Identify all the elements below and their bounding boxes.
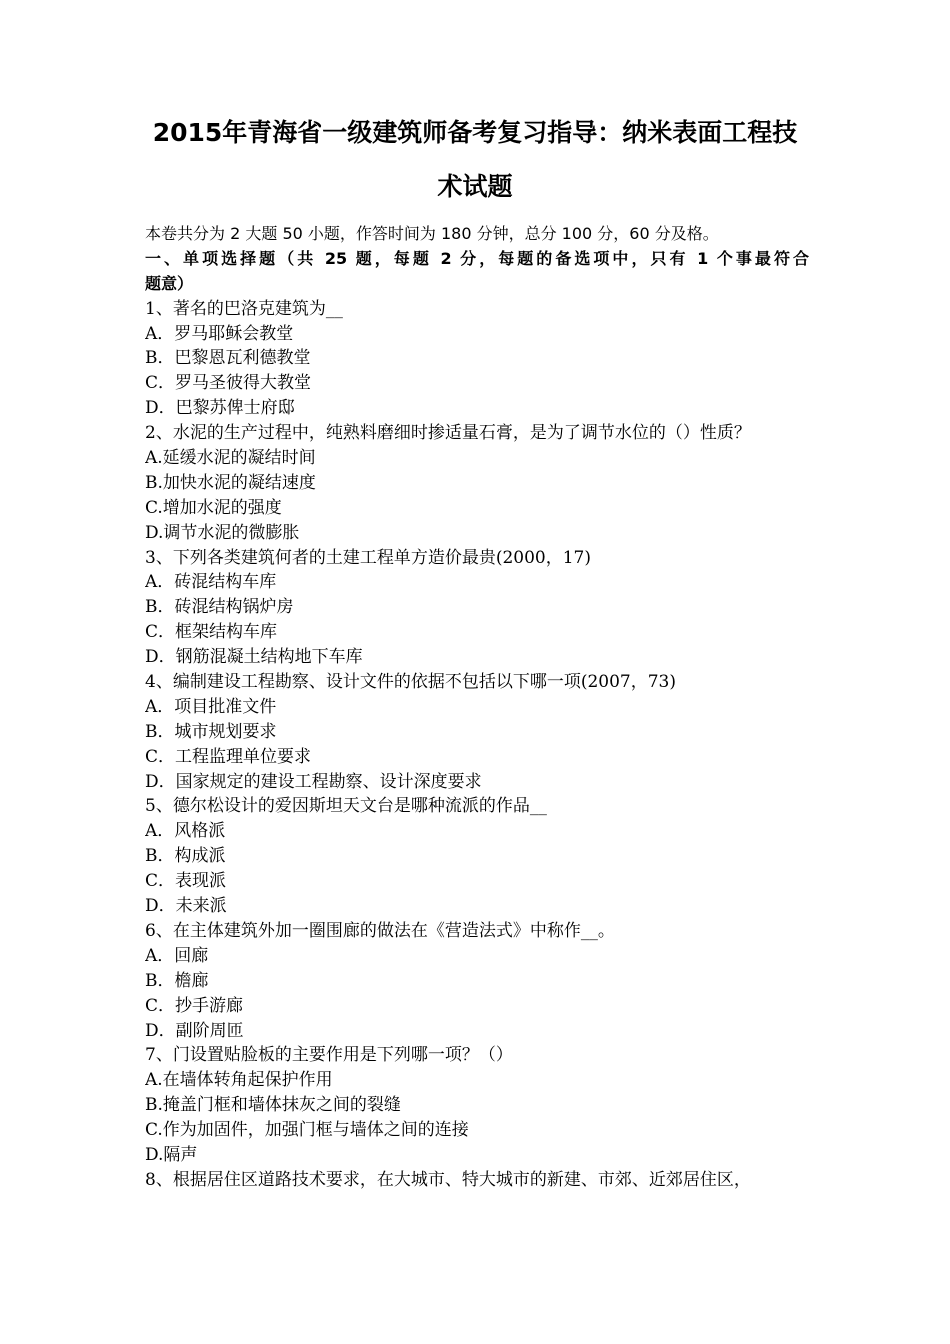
question-option: B．砖混结构锅炉房 [145, 597, 294, 618]
question-option: B．巴黎恩瓦利德教堂 [145, 348, 311, 369]
question-option: D.调节水泥的微膨胀 [145, 522, 300, 543]
question-option: B.加快水泥的凝结速度 [145, 472, 316, 493]
document-title-line-2: 术试题 [437, 172, 513, 201]
question-option: A．罗马耶稣会教堂 [145, 323, 294, 344]
question-stem: 3、下列各类建筑何者的土建工程单方造价最贵(2000，17) [145, 547, 591, 568]
question-option: A．项目批准文件 [145, 696, 277, 717]
question-option: D.隔声 [145, 1144, 198, 1165]
question-stem: 5、德尔松设计的爱因斯坦天文台是哪种流派的作品__ [145, 796, 547, 817]
question-option: C.作为加固件，加强门框与墙体之间的连接 [145, 1120, 469, 1141]
document-body [145, 222, 815, 1193]
question-option: B．城市规划要求 [145, 721, 277, 742]
question-option: D．副阶周匝 [145, 1020, 244, 1041]
exam-instructions: 本卷共分为 2 大题 50 小题，作答时间为 180 分钟，总分 100 分，60 分及格。 [145, 224, 719, 243]
question-option: C.增加水泥的强度 [145, 497, 282, 518]
question-stem: 1、著名的巴洛克建筑为__ [145, 298, 343, 319]
question-option: B．构成派 [145, 846, 226, 867]
question-option: C．框架结构车库 [145, 622, 278, 643]
document-title-line-1: 2015年青海省一级建筑师备考复习指导：纳米表面工程技 [152, 118, 798, 147]
question-option: B．檐廊 [145, 970, 209, 991]
question-option: A．风格派 [145, 821, 226, 842]
question-option: D．钢筋混凝土结构地下车库 [145, 647, 363, 668]
question-option: C．抄手游廊 [145, 995, 244, 1016]
question-option: C．工程监理单位要求 [145, 746, 312, 767]
question-option: A．回廊 [145, 945, 209, 966]
question-stem: 2、水泥的生产过程中，纯熟料磨细时掺适量石膏，是为了调节水位的（）性质？ [145, 423, 751, 444]
question-option: D．国家规定的建设工程勘察、设计深度要求 [145, 771, 482, 792]
question-option: D．未来派 [145, 896, 227, 917]
question-stem: 4、编制建设工程勘察、设计文件的依据不包括以下哪一项(2007，73) [145, 672, 676, 693]
question-option: A.在墙体转角起保护作用 [145, 1070, 333, 1091]
question-stem: 8、根据居住区道路技术要求，在大城市、特大城市的新建、市郊、近郊居住区， [145, 1169, 751, 1190]
question-list [145, 297, 815, 1193]
question-option: B.掩盖门框和墙体抹灰之间的裂缝 [145, 1095, 401, 1116]
section-heading-line-1: 一、单项选择题（共 25 题，每题 2 分，每题的备选项中，只有 1 个事最符合 [145, 248, 809, 268]
question-option: A．砖混结构车库 [145, 572, 277, 593]
question-stem: 7、门设置贴脸板的主要作用是下列哪一项？（） [145, 1045, 513, 1066]
question-option: A.延缓水泥的凝结时间 [145, 448, 316, 469]
question-option: C．罗马圣彼得大教堂 [145, 373, 312, 394]
question-option: D．巴黎苏俾士府邸 [145, 398, 295, 419]
question-option: C．表现派 [145, 871, 227, 892]
section-heading-line-2: 题意） [145, 273, 194, 293]
question-stem: 6、在主体建筑外加一圈围廊的做法在《营造法式》中称作__。 [145, 920, 615, 941]
